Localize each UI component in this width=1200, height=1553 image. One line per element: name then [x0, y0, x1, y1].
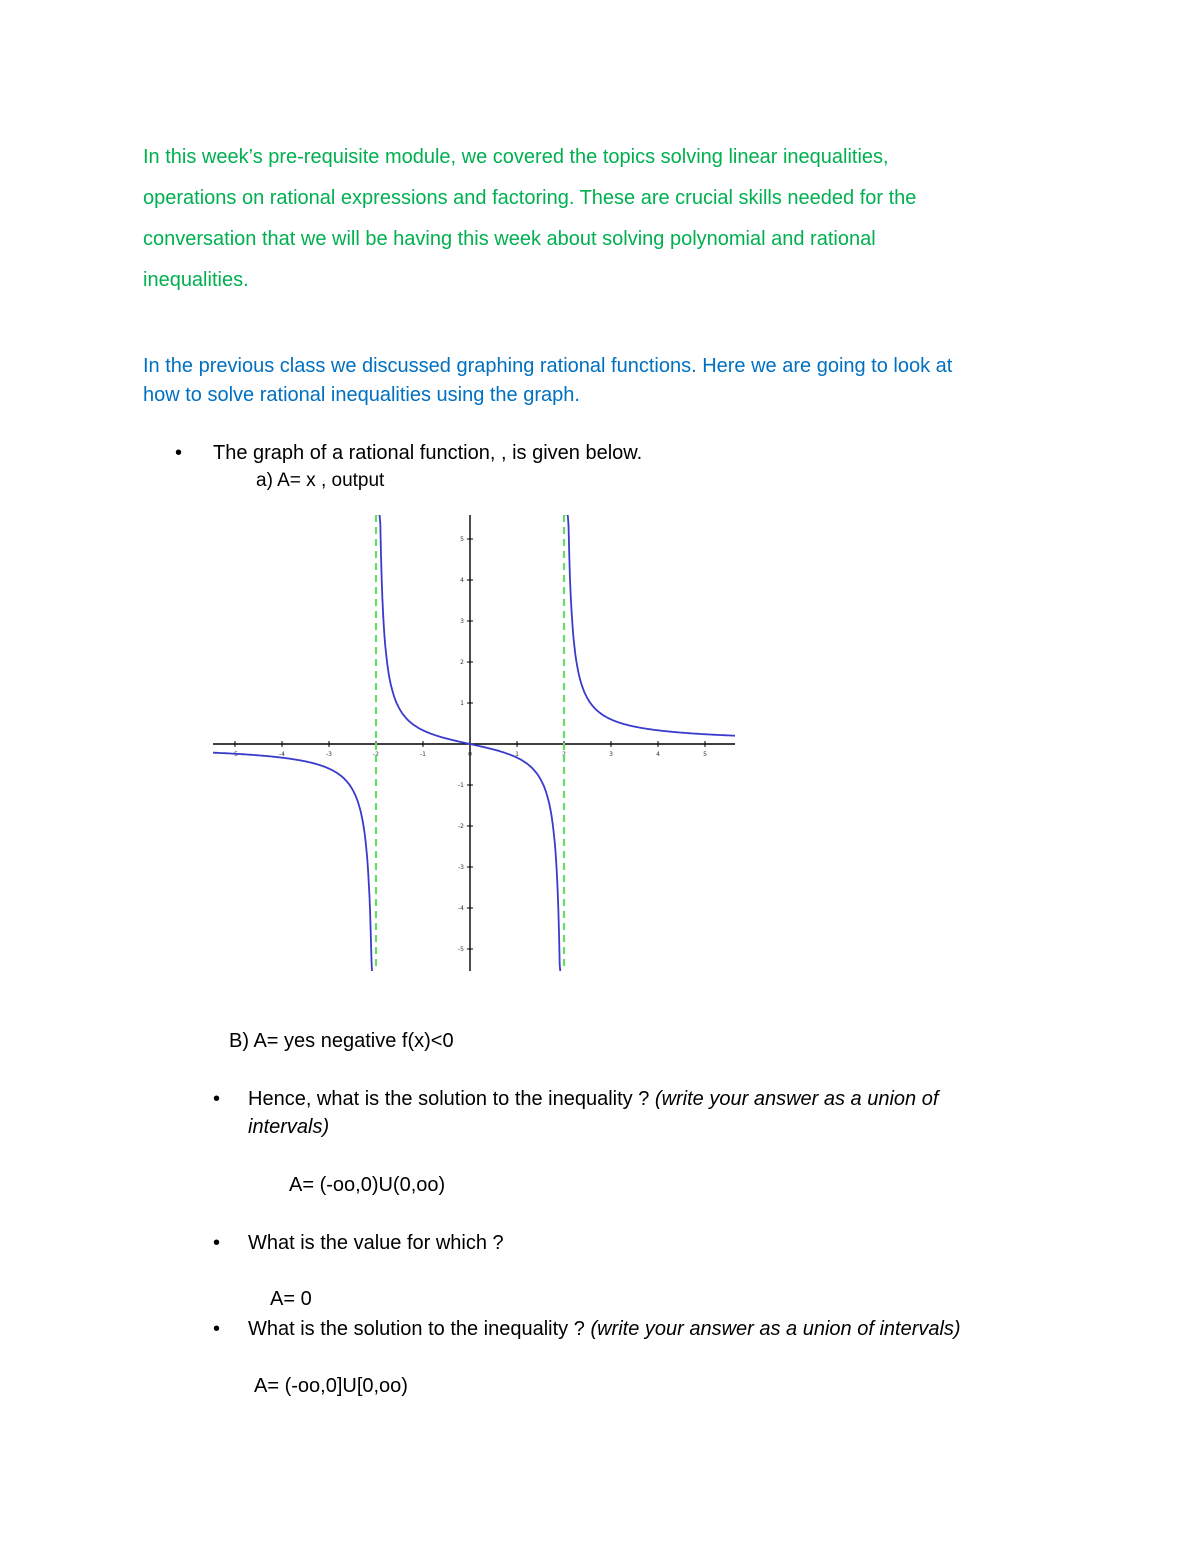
- question-4-main: What is the solution to the inequality ?: [248, 1318, 585, 1340]
- x-tick-label: -3: [326, 751, 332, 758]
- bullet-2: •: [213, 1088, 221, 1110]
- answer-a: a) A= x , output: [256, 470, 385, 491]
- graph-axes: [213, 515, 735, 971]
- bullet-1: •: [175, 442, 183, 464]
- y-tick-label: -1: [458, 782, 464, 789]
- question-2-main: Hence, what is the solution to the inequality ?: [248, 1088, 650, 1110]
- y-tick-label: -5: [458, 946, 464, 953]
- curve-branch-3: [565, 515, 735, 737]
- bullet-3: •: [213, 1232, 221, 1254]
- x-tick-label: 1: [515, 751, 519, 758]
- x-tick-label: 3: [609, 751, 613, 758]
- x-tick-label: 4: [656, 751, 660, 758]
- y-tick-label: -2: [458, 823, 464, 830]
- intro-line-4: inequalities.: [143, 269, 249, 291]
- question-2-text: [248, 1088, 938, 1111]
- x-tick-label: -4: [279, 751, 285, 758]
- question-2-hint-2: intervals): [248, 1116, 330, 1138]
- x-tick-label: 5: [703, 751, 707, 758]
- x-tick-label: -2: [373, 751, 379, 758]
- y-tick-label: 1: [460, 700, 464, 707]
- question-3-text: What is the value for which ?: [248, 1232, 504, 1254]
- answer-4: A= (-oo,0]U[0,oo): [254, 1375, 408, 1397]
- blue-line-1: In the previous class we discussed graphing rational functions. Here we are going to look at: [143, 355, 953, 377]
- question-2-hint: (write your answer as a union of: [654, 1088, 939, 1110]
- answer-2: A= (-oo,0)U(0,oo): [289, 1174, 446, 1196]
- rational-function-graph: [213, 515, 735, 971]
- curve-branch-1: [213, 753, 375, 971]
- question-4-hint: (write your answer as a union of intervals): [590, 1318, 961, 1340]
- y-tick-label: -3: [458, 864, 464, 871]
- blue-line-2: how to solve rational inequalities using the graph.: [143, 384, 580, 406]
- answer-3: A= 0: [270, 1288, 312, 1310]
- intro-line-2: operations on rational expressions and factoring. These are crucial skills needed for the: [143, 187, 917, 209]
- x-tick-label: 0: [468, 751, 472, 758]
- y-tick-label: 5: [460, 536, 464, 543]
- y-tick-label: 2: [460, 659, 464, 666]
- y-tick-label: 3: [460, 618, 464, 625]
- curve-series: [213, 515, 735, 971]
- question-4-text: [248, 1318, 961, 1341]
- bullet-4: •: [213, 1318, 221, 1340]
- question-1-text: The graph of a rational function, , is given below.: [213, 442, 643, 464]
- intro-line-3: conversation that we will be having this week about solving polynomial and rational: [143, 228, 876, 250]
- x-tick-label: -1: [420, 751, 426, 758]
- answer-b: B) A= yes negative f(x)<0: [229, 1030, 454, 1052]
- y-tick-label: 4: [460, 577, 464, 584]
- x-tick-label: -5: [232, 751, 238, 758]
- y-tick-label: -4: [458, 905, 464, 912]
- x-tick-label: 2: [562, 751, 566, 758]
- intro-line-1: In this week’s pre-requisite module, we covered the topics solving linear inequalities,: [143, 146, 889, 168]
